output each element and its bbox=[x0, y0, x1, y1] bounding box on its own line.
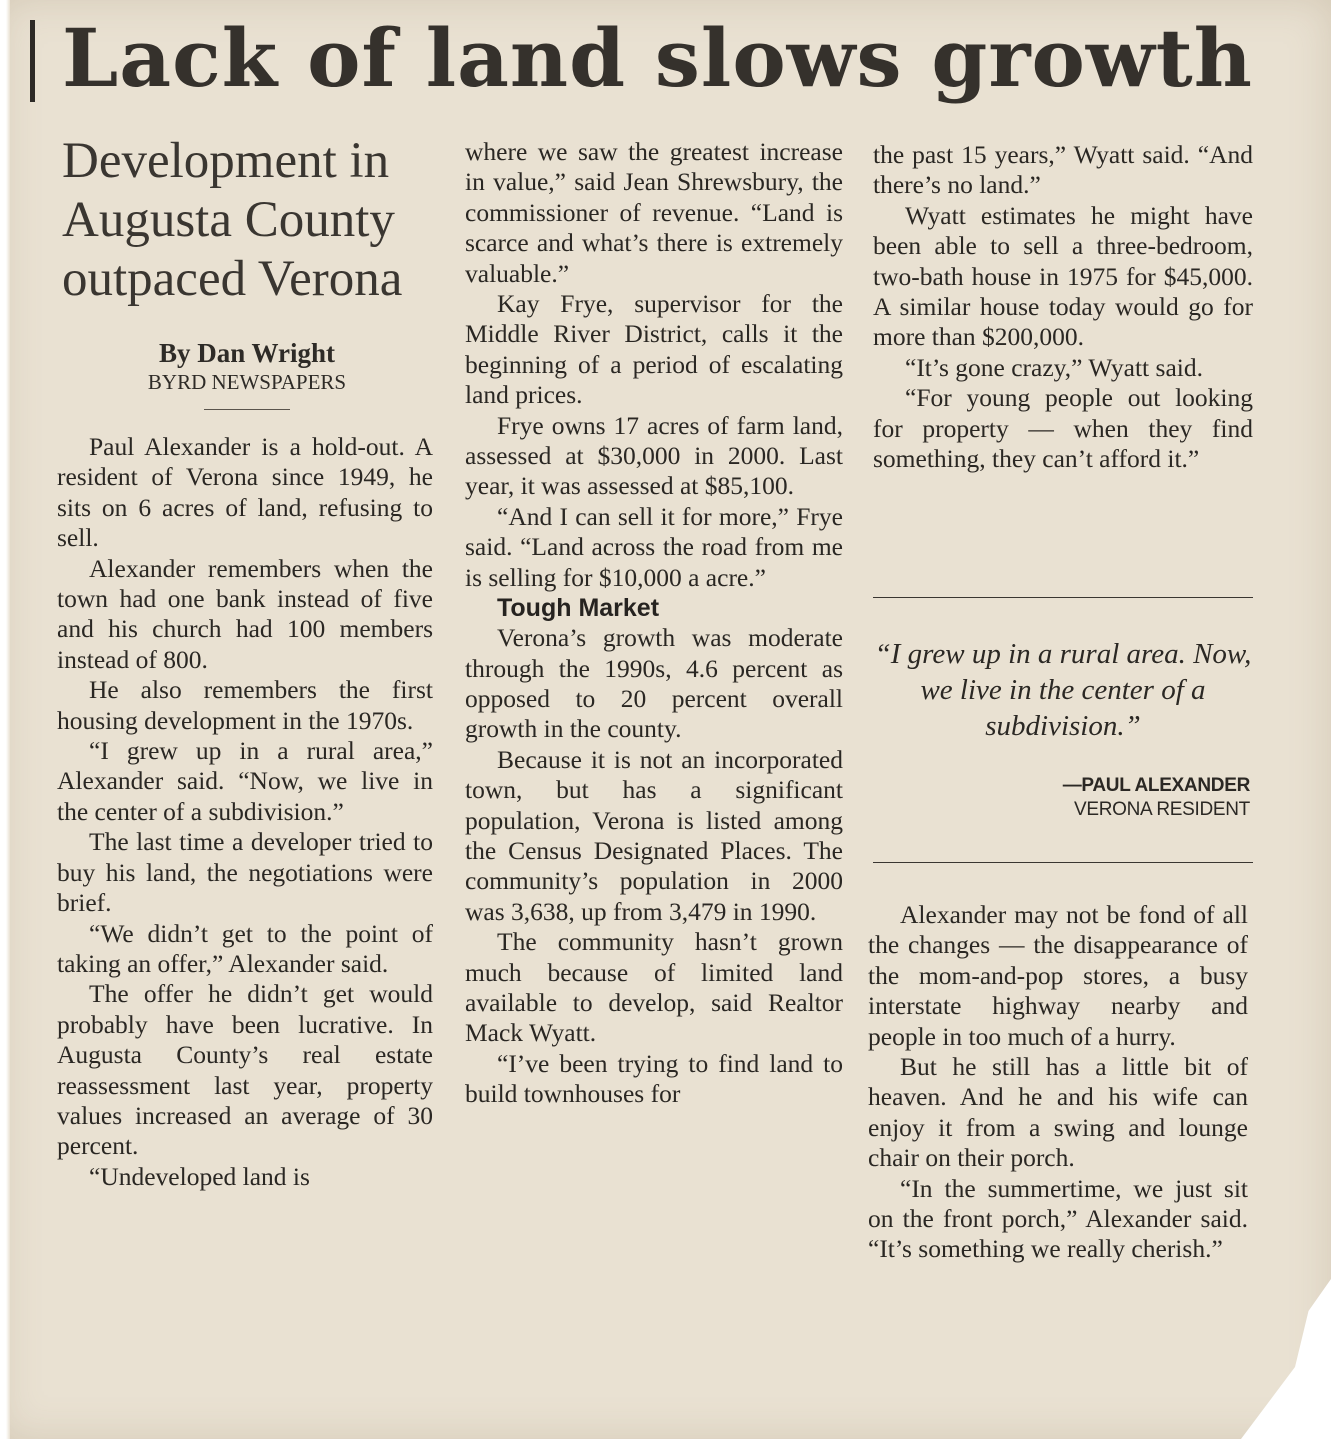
pull-quote-attribution bbox=[873, 774, 1250, 822]
paragraph: the past 15 years,” Wyatt said. “And there’s no land.” bbox=[873, 140, 1253, 200]
pull-quote-author: —PAUL ALEXANDER bbox=[1062, 775, 1250, 796]
paragraph: Wyatt estimates he might have been able to sell a three-bedroom, two-bath house in 1975 for $45,000. A similar house today would go for more than $200,000. bbox=[873, 200, 1253, 352]
headline-rule-bar bbox=[30, 20, 35, 102]
pull-quote-role: VERONA RESIDENT bbox=[1073, 799, 1250, 820]
paragraph: “In the summertime, we just sit on the front porch,” Alexander said. “It’s something we really cherish.” bbox=[868, 1173, 1248, 1264]
paragraph: Verona’s growth was moderate through the 1990s, 4.6 percent as opposed to 20 percent overall growth in the county. bbox=[465, 623, 843, 744]
paragraph: The offer he didn’t get would probably have been lucrative. In Augusta County’s real estate reassessment last year, property values increased an average of 30 percent. bbox=[57, 979, 433, 1161]
pull-quote-top-rule bbox=[873, 597, 1253, 598]
paragraph: “And I can sell it for more,” Frye said. “Land across the road from me is selling for $10,000 a acre.” bbox=[465, 501, 843, 592]
paragraph: Alexander remembers when the town had one bank instead of five and his church had 100 members instead of 800. bbox=[57, 553, 433, 674]
pull-quote-bottom-rule bbox=[873, 862, 1253, 863]
paragraph: But he still has a little bit of heaven. And he and his wife can enjoy it from a swing and lounge chair on their porch. bbox=[868, 1052, 1248, 1173]
column-2 bbox=[465, 137, 843, 1110]
paragraph: “I grew up in a rural area,” Alexander said. “Now, we live in the center of a subdivision.” bbox=[57, 736, 433, 826]
byline-author: By Dan Wright bbox=[158, 338, 336, 368]
byline bbox=[62, 337, 432, 410]
paragraph: The community hasn’t grown much because of limited land available to develop, said Realtor Mack Wyatt. bbox=[465, 927, 843, 1048]
byline-organization: BYRD NEWSPAPERS bbox=[147, 370, 347, 394]
paragraph: Paul Alexander is a hold-out. A resident of Verona since 1949, he sits on 6 acres of land, refusing to sell. bbox=[57, 432, 433, 553]
pull-quote: “I grew up in a rural area. Now, we live in the center of a subdivision.” bbox=[874, 638, 1252, 742]
deck-subheadline: Development in Augusta County outpaced Verona bbox=[62, 133, 403, 307]
paragraph: Kay Frye, supervisor for the Middle River District, calls it the beginning of a period of escalating land prices. bbox=[465, 289, 843, 410]
paragraph: where we saw the greatest increase in value,” said Jean Shrewsbury, the commissioner of revenue. “Land is scarce and what’s there is extremely valuable.” bbox=[465, 137, 843, 288]
byline-divider bbox=[204, 409, 290, 410]
paragraph: Frye owns 17 acres of farm land, assessed at $30,000 in 2000. Last year, it was assessed at $85,100. bbox=[465, 410, 843, 501]
paragraph: The last time a developer tried to buy his land, the negotiations were brief. bbox=[57, 827, 433, 918]
paragraph: “It’s gone crazy,” Wyatt said. bbox=[905, 352, 1203, 382]
clipping-left-edge bbox=[0, 0, 10, 1439]
paragraph: “We didn’t get to the point of taking an offer,” Alexander said. bbox=[57, 918, 433, 978]
paragraph: He also remembers the first housing development in the 1970s. bbox=[57, 675, 433, 735]
paragraph: “For young people out looking for property — when they find something, they can’t afford it.” bbox=[873, 383, 1253, 474]
paragraph: “Undeveloped land is bbox=[89, 1161, 310, 1191]
headline: Lack of land slows growth bbox=[62, 11, 1253, 105]
paragraph: Because it is not an incorporated town, but has a significant population, Verona is listed among the Census Designated Places. The community’s population in 2000 was 3,638, up from 3,479 in 1990. bbox=[465, 744, 843, 926]
paragraph: “I’ve been trying to find land to build townhouses for bbox=[465, 1048, 843, 1109]
column-3 bbox=[873, 140, 1253, 474]
paragraph: Alexander may not be fond of all the changes — the disappearance of the mom-and-pop stores, a busy interstate highway nearby and people in too much of a hurry. bbox=[868, 900, 1248, 1051]
column-1 bbox=[57, 432, 433, 1192]
column-4 bbox=[868, 900, 1248, 1265]
torn-corner bbox=[1241, 1279, 1331, 1439]
section-subhead: Tough Market bbox=[497, 594, 660, 623]
